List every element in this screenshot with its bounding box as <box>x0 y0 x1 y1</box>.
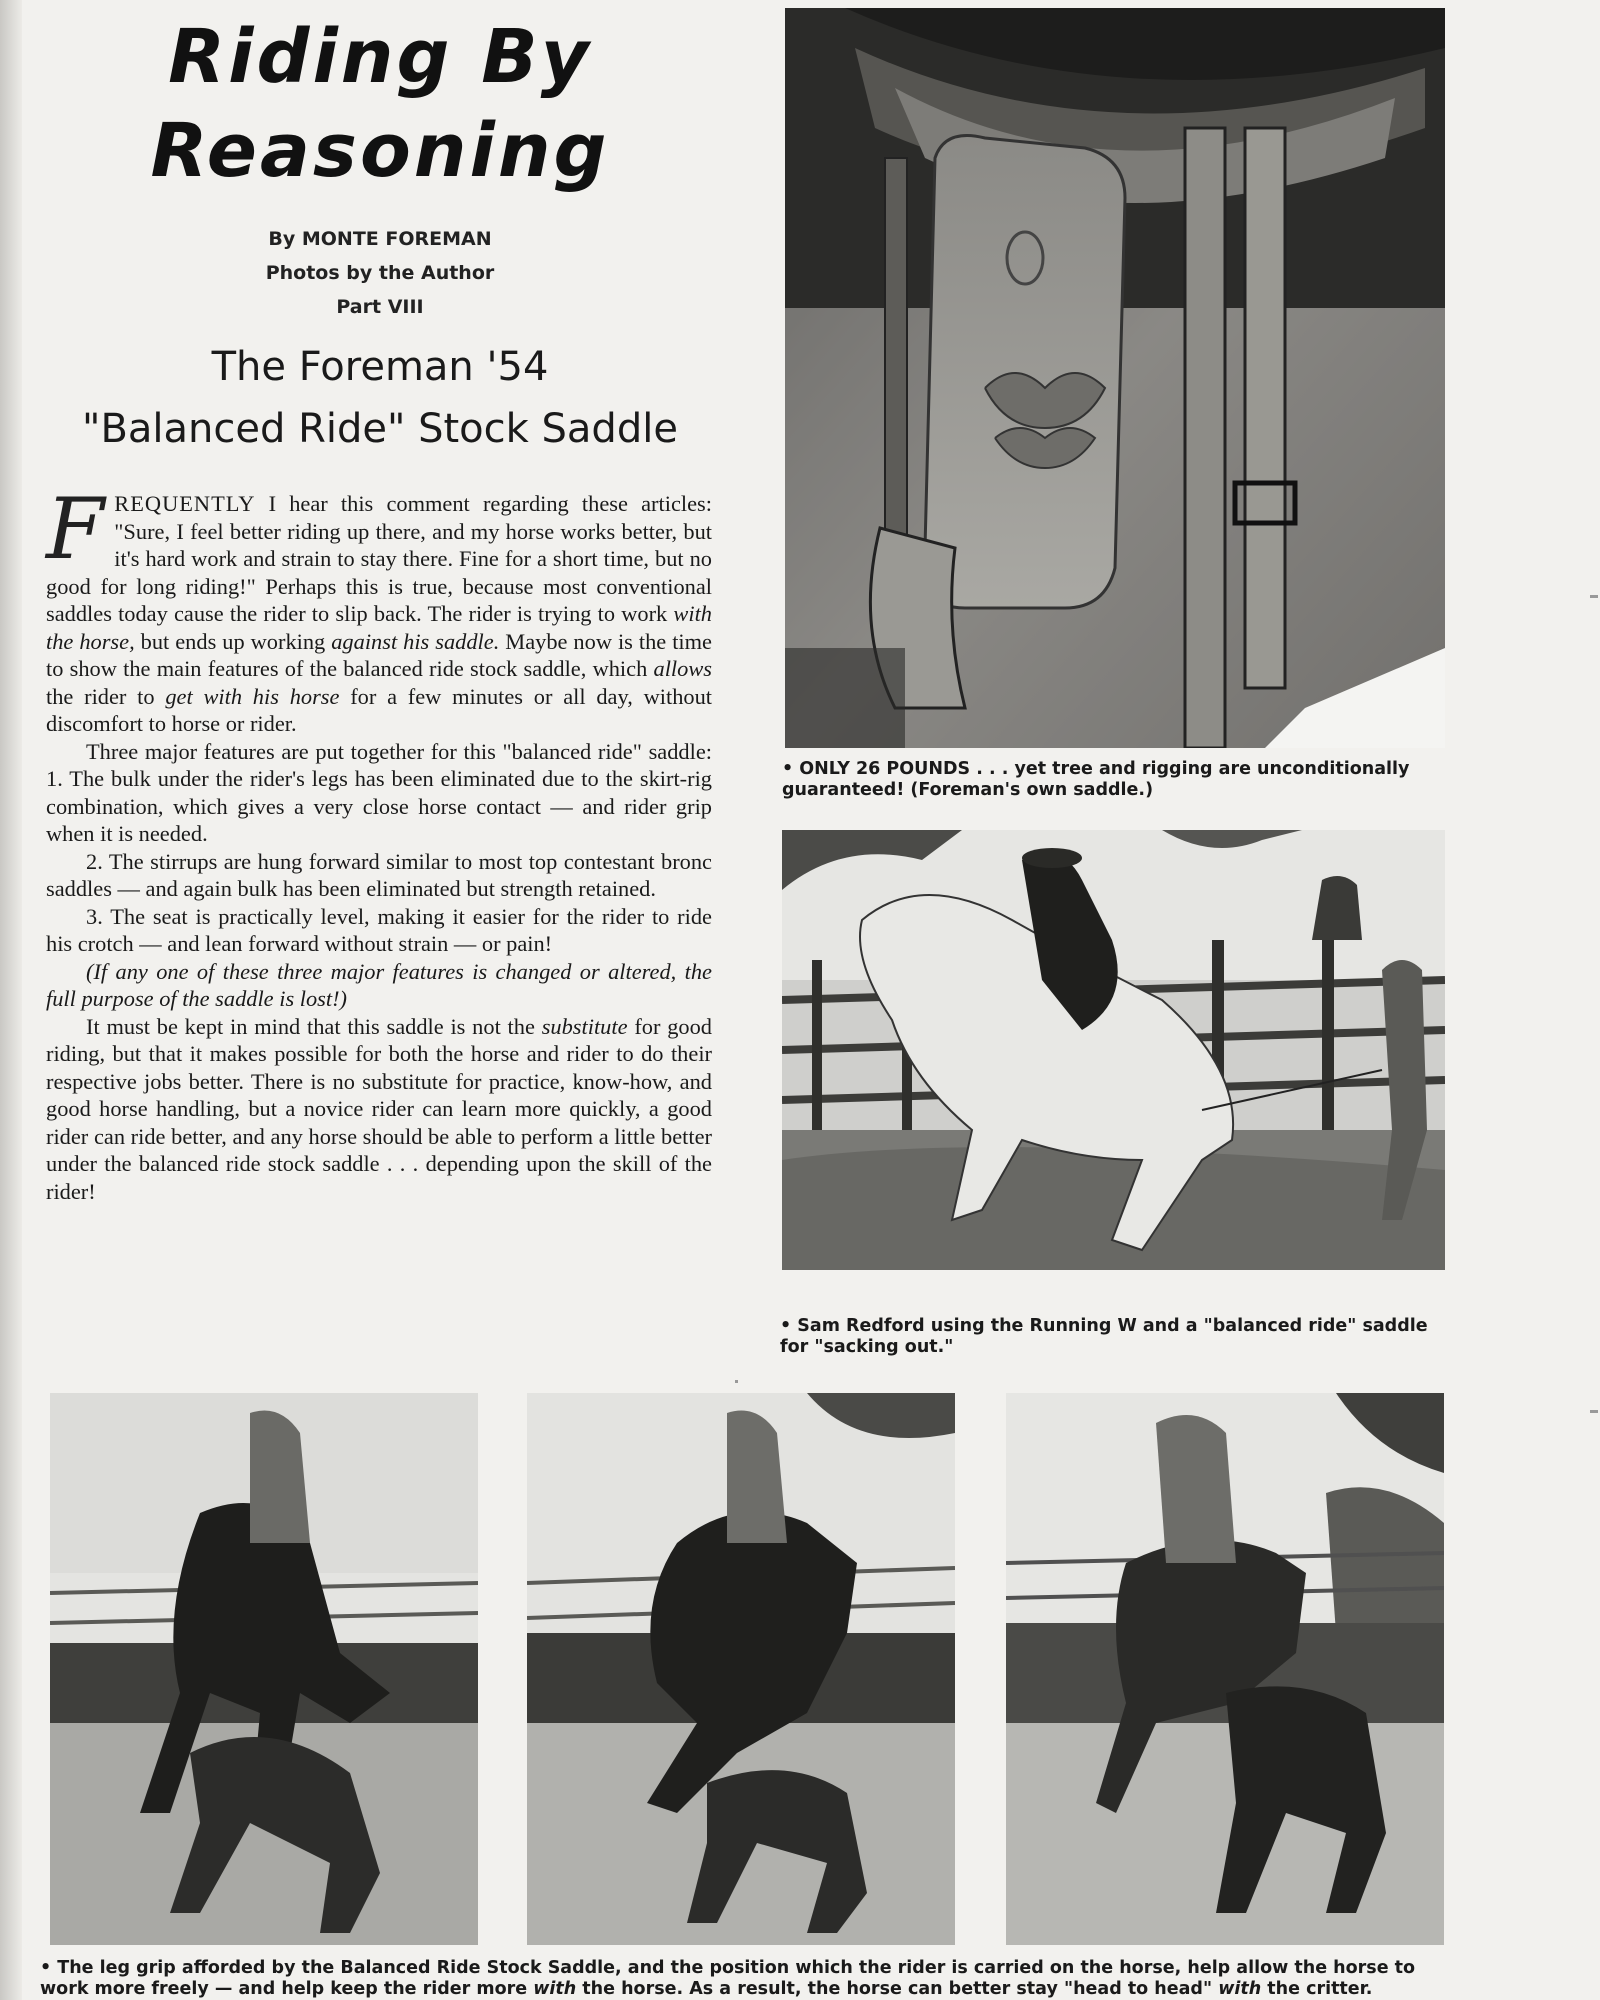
subtitle-line-1: The Foreman '54 <box>211 344 549 390</box>
horse-sacking-photo <box>782 830 1445 1270</box>
italic-run: allows <box>653 656 712 681</box>
cutting-horse-photo-2 <box>527 1393 955 1945</box>
paragraph-1 <box>46 480 712 738</box>
paragraph-3: 2. The stirrups are hung forward similar to most top contestant bronc saddles — and again bulk has been eliminated but strength retained. <box>46 848 712 901</box>
scan-mark <box>1590 595 1598 598</box>
text-run: but ends up working <box>134 628 332 654</box>
subtitle-line-2: "Balanced Ride" Stock Saddle <box>82 406 678 452</box>
saddle-caption: • ONLY 26 POUNDS . . . yet tree and rigging are unconditionally guaranteed! (Foreman's own saddle.) <box>782 759 1410 800</box>
saddle-photo <box>785 8 1445 748</box>
author-line: By MONTE FOREMAN <box>268 228 492 250</box>
cutting-horse-photo-3 <box>1006 1393 1444 1945</box>
text-run: the rider to <box>46 683 166 709</box>
byline-block <box>100 222 660 324</box>
text-run: It must be kept in mind that this saddle is not the <box>86 1013 542 1039</box>
caption-run: the critter. <box>1261 1979 1373 1999</box>
cutting-caption <box>40 1958 1450 2000</box>
cutting-horse-photo-1 <box>50 1393 478 1945</box>
photo-credit: Photos by the Author <box>265 262 495 284</box>
page-edge <box>0 0 22 2000</box>
article-body <box>46 480 712 1205</box>
title-line-2: Reasoning <box>150 108 610 194</box>
first-word: REQUENTLY <box>114 491 256 516</box>
paragraph-5: (If any one of these three major features is changed or altered, the full purpose of the saddle is lost!) <box>46 958 712 1011</box>
article-title <box>40 10 720 198</box>
paragraph-6 <box>46 1013 712 1206</box>
caption-run: the horse. As a result, the horse can better stay "head to head" <box>576 1979 1219 1999</box>
text-run: Maybe now is the time to show the main features of the balanced ride stock saddle, which <box>46 628 712 681</box>
italic-run: substitute <box>541 1013 628 1039</box>
text-run: I hear this comment regarding these articles: "Sure, I feel better riding up there, and my horse works better, but it's hard work and strain to stay there. Fine for a short time, but no good for long riding!" Perhaps this is true, because most conventional saddles today cause the rider to slip back. The rider is trying to work <box>46 491 712 626</box>
caption-italic: with <box>533 1979 577 1999</box>
article-subtitle <box>40 336 720 460</box>
drop-cap: F <box>46 480 105 578</box>
part-number: Part VIII <box>336 296 424 318</box>
title-line-1: Riding By <box>168 14 592 100</box>
italic-run: against his saddle. <box>331 628 500 654</box>
paragraph-2: Three major features are put together for this "balanced ride" saddle: 1. The bulk under the rider's legs has been eliminated due to the skirt-rig combination, which gives a very close horse contact — and rider grip when it is needed. <box>46 738 712 846</box>
paragraph-4: 3. The seat is practically level, making it easier for the rider to ride his crotch — and lean forward without strain — or pain! <box>46 903 712 956</box>
scan-mark <box>1590 1410 1598 1413</box>
caption-run: • The leg grip afforded by the Balanced Ride Stock Saddle, and the position which the rider is carried on the horse, help allow the horse to work more freely — and help keep the rider more <box>40 1958 1416 1999</box>
text-run: for a few minutes or all day, without discomfort to horse or rider. <box>46 683 712 736</box>
italic-run: get with his horse <box>165 683 340 709</box>
scan-mark <box>735 1380 738 1383</box>
caption-italic: with <box>1218 1979 1262 1999</box>
italic-run: with the horse, <box>46 601 712 654</box>
text-run: for good riding, but that it makes possible for both the horse and rider to do their respective jobs better. There is no substitute for practice, know-how, and good horse handling, but a novice rider can learn more quickly, a good rider can ride better, and any horse should be able to perform a little better under the balanced ride stock saddle . . . depending upon the skill of the rider! <box>46 1013 712 1204</box>
sacking-caption: • Sam Redford using the Running W and a "balanced ride" saddle for "sacking out." <box>780 1316 1428 1357</box>
